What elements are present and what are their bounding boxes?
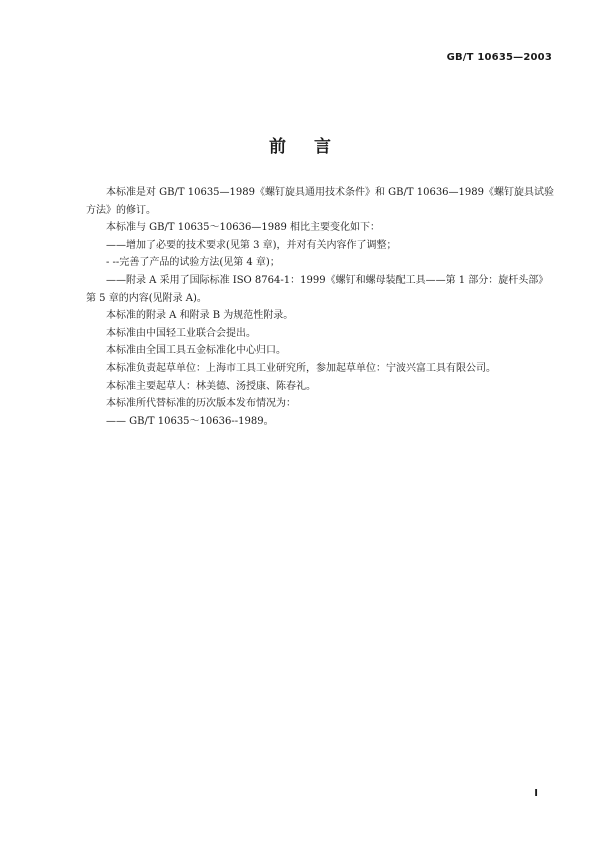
list-item: —— GB/T 10635～10636--1989。 — [106, 415, 274, 427]
paragraph-drafting-units: 本标准负责起草单位：上海市工具工业研究所，参加起草单位：宁波兴富工具有限公司。 — [106, 362, 496, 374]
paragraph-changes-intro: 本标准与 GB/T 10635～10636—1989 相比主要变化如下： — [106, 222, 380, 234]
foreword-body — [86, 184, 556, 430]
paragraph-drafters: 本标准主要起草人：林美德、汤授康、陈春礼。 — [106, 380, 316, 392]
paragraph-proposer: 本标准由中国轻工业联合会提出。 — [106, 327, 256, 339]
standard-code: GB/T 10635—2003 — [446, 52, 552, 63]
page-title: 前言 — [269, 137, 359, 157]
paragraph-annex: 本标准的附录 A 和附录 B 为规范性附录。 — [106, 310, 294, 322]
page-number: I — [534, 788, 538, 799]
paragraph-revision: 本标准是对 GB/T 10635—1989《螺钉旋具通用技术条件》和 GB/T 10636—1989《螺钉旋具试验方法》的修订。 — [86, 187, 554, 216]
paragraph-history-intro: 本标准所代替标准的历次版本发布情况为： — [106, 398, 296, 410]
paragraph-centralized: 本标准由全国工具五金标准化中心归口。 — [106, 345, 286, 357]
list-item: - --完善了产品的试验方法(见第 4 章)； — [106, 257, 280, 269]
list-item: ——增加了必要的技术要求(见第 3 章)，并对有关内容作了调整； — [106, 239, 397, 251]
list-item: ——附录 A 采用了国际标准 ISO 8764-1：1999《螺钉和螺母装配工具——第 1 部分：旋杆头部》第 5 章的内容(见附录 A)。 — [86, 274, 549, 304]
